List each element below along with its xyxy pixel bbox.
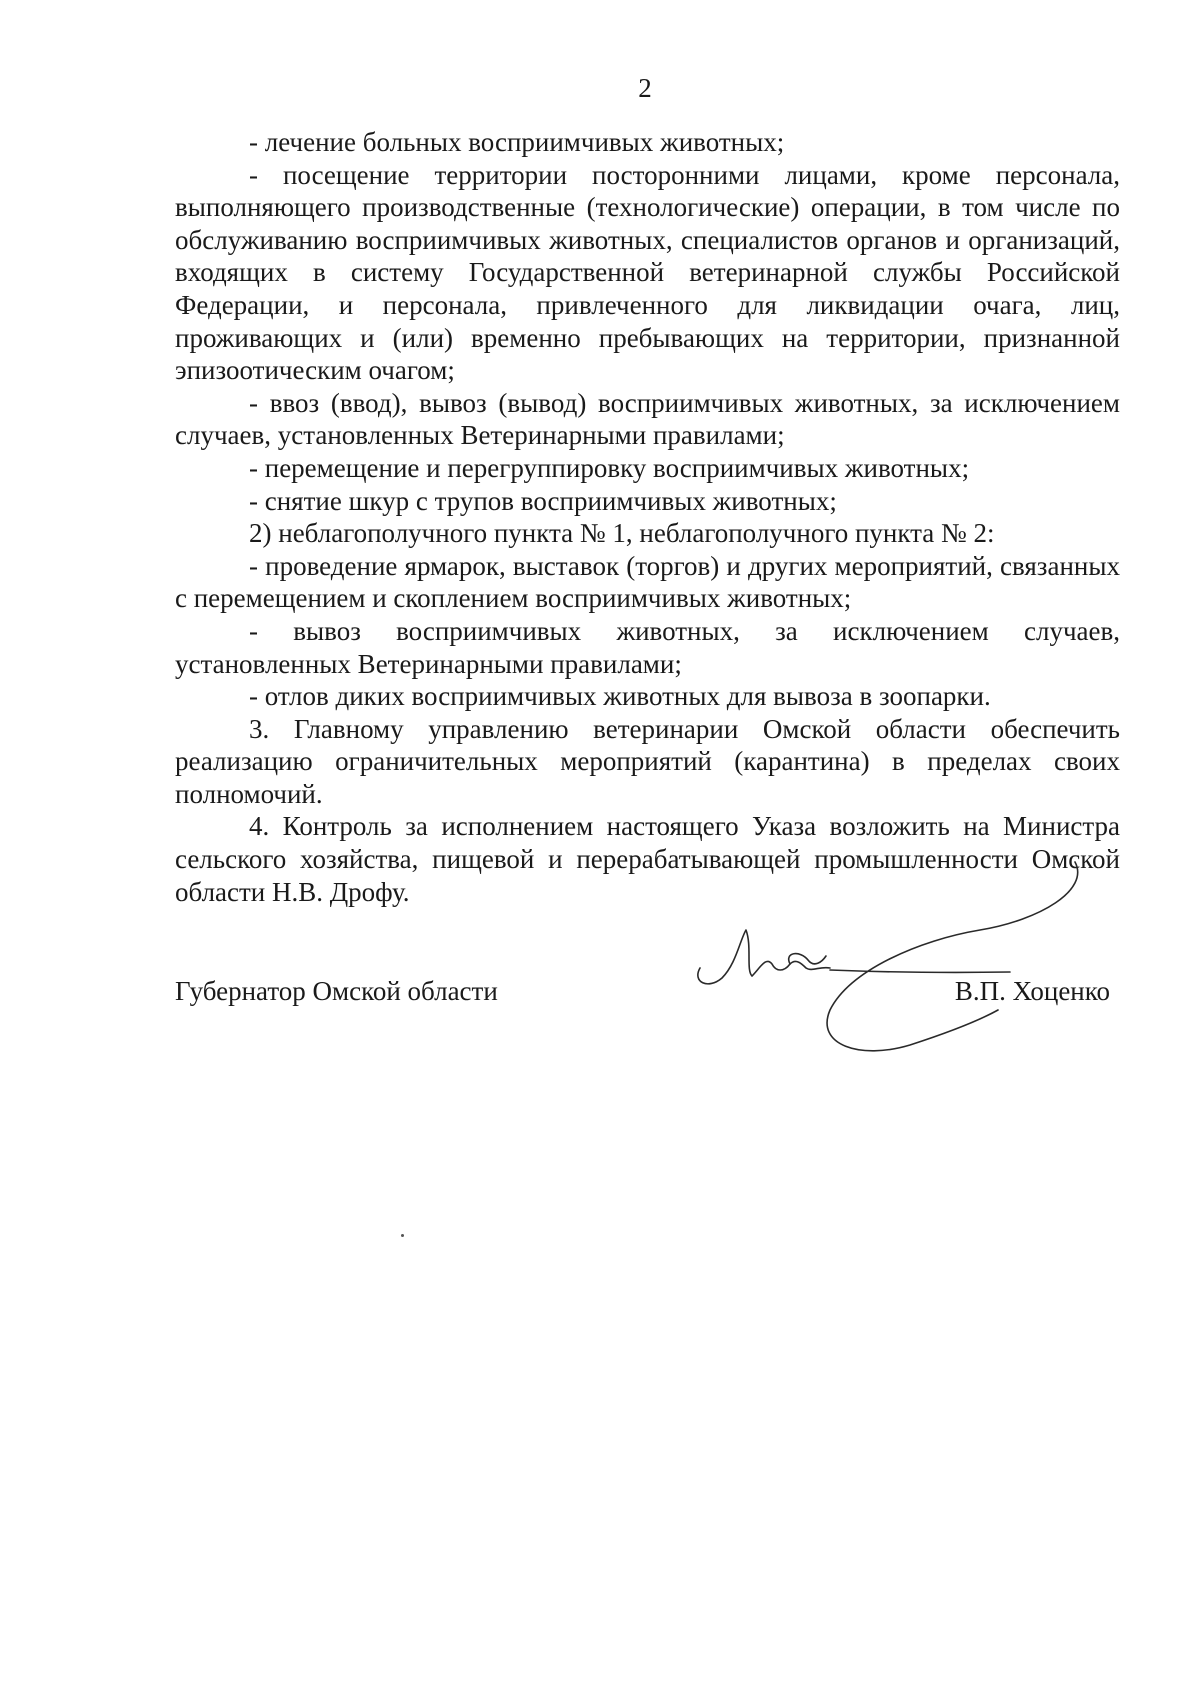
paragraph-points-heading: 2) неблагополучного пункта № 1, неблагополучного пункта № 2: [249,518,995,549]
paragraph-wild-capture: - отлов диких восприимчивых животных для вывоза в зоопарки. [249,681,991,712]
signature-loop-stroke [827,862,1078,1051]
paragraph-treatment: - лечение больных восприимчивых животных; [249,127,785,157]
signature-line-stroke [830,970,1010,972]
paragraph-regrouping: - перемещение и перегруппировку восприимчивых животных; [249,452,970,483]
handwritten-signature [680,860,1100,1070]
signature-initial-stroke [698,930,830,984]
paragraph-removal: - вывоз восприимчивых животных, за исключением случаев, установленных Ветеринарными правилами; [175,615,1120,679]
paragraph-skinning: - снятие шкур с трупов восприимчивых животных; [249,485,837,516]
paragraph-item-4: 4. Контроль за исполнением настоящего Указа возложить на Министра сельского хозяйства, пищевой и перерабатывающей промышленности Омской области Н.В. Дрофу. [175,811,1120,907]
paragraph-fairs: - проведение ярмарок, выставок (торгов) и других мероприятий, связанных с перемещением и скоплением восприимчивых животных; [175,550,1120,614]
paragraph-visits: - посещение территории посторонними лицами, кроме персонала, выполняющего производственные (технологические) операции, в том числе по обслуживанию восприимчивых животных, специалистов органов и организаций, входящих в систему Государственной ветеринарной службы Российской Федерации, и персонала, привлеченного для ликвидации очага, лиц, проживающих и (или) временно пребывающих на территории, признанной эпизоотическим очагом; [175,159,1120,386]
paragraph-item-3: 3. Главному управлению ветеринарии Омской области обеспечить реализацию ограничительных мероприятий (карантина) в пределах своих полномочий. [175,713,1120,809]
signer-name: В.П. Хоценко [954,976,1110,1006]
signer-title: Губернатор Омской области [175,976,498,1006]
page-number: 2 [638,73,652,103]
stray-dot [401,1234,404,1237]
paragraph-import-export: - ввоз (ввод), вывоз (вывод) восприимчивых животных, за исключением случаев, установленных Ветеринарными правилами; [175,387,1120,451]
signature-flourish-stroke [789,954,826,964]
document-body [175,126,1120,908]
